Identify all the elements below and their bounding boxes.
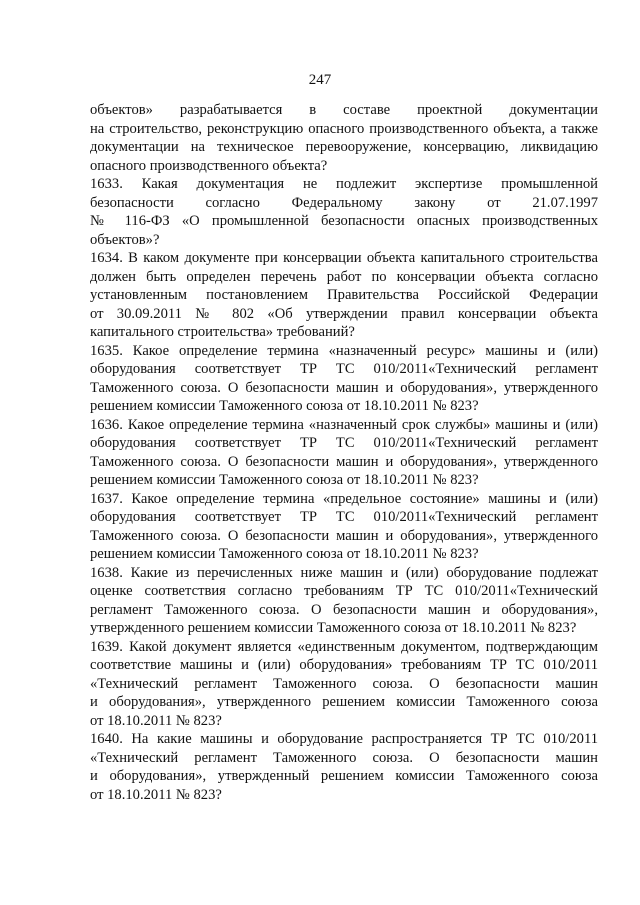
text-line: 1636. Какое определение термина «назначенный срок службы» машины и (или) [90,416,598,433]
paragraph-q-1635 [90,342,598,416]
text-line: объектов» разрабатывается в составе проектной документации [90,102,598,118]
text-line: на строительство, реконструкцию опасного производственного объекта, а также [90,120,598,137]
text-line: оборудования соответствует ТР ТС 010/2011«Технический регламент [90,435,598,451]
paragraph-q-1634 [90,249,598,342]
text-line: Таможенного союза. О безопасности машин и оборудования», утвержденного [90,527,598,544]
text-line: оборудования соответствует ТР ТС 010/2011«Технический регламент [90,509,598,525]
text-line: Таможенного союза. О безопасности машин и оборудования», утвержденного [90,453,598,470]
text-line: оборудования соответствует ТР ТС 010/2011«Технический регламент [90,361,598,377]
text-line: документации на техническое перевооружение, консервацию, ликвидацию [90,139,598,155]
paragraph-p-cont [90,101,598,175]
text-line: и оборудования», утвержденного решением комиссии Таможенного союза [90,694,598,710]
text-line: решением комиссии Таможенного союза от 18.10.2011 № 823? [90,546,479,562]
text-line: 1639. Какой документ является «единственным документом, подтверждающим [90,638,598,655]
text-line: от 18.10.2011 № 823? [90,712,222,729]
text-line: 1635. Какое определение термина «назначенный ресурс» машины и (или) [90,342,598,359]
text-line: опасного производственного объекта? [90,157,328,174]
text-line: решением комиссии Таможенного союза от 18.10.2011 № 823? [90,472,479,488]
text-line: и оборудования», утвержденный решением комиссии Таможенного союза [90,768,598,784]
paragraph-q-1638 [90,564,598,638]
text-line: 1633. Какая документация не подлежит экспертизе промышленной [90,176,598,192]
text-line: «Технический регламент Таможенного союза. О безопасности машин [90,675,598,692]
text-line: № 116-ФЗ «О промышленной безопасности опасных производственных [90,213,598,229]
paragraph-q-1637 [90,490,598,564]
text-line: 1637. Какое определение термина «предельное состояние» машины и (или) [90,490,598,507]
text-line: 1638. Какие из перечисленных ниже машин и (или) оборудование подлежат [90,564,598,581]
text-line: объектов»? [90,231,160,248]
text-line: соответствие машины и (или) оборудования» требованиям ТР ТС 010/2011 [90,657,598,673]
text-line: «Технический регламент Таможенного союза. О безопасности машин [90,749,598,766]
paragraph-q-1640 [90,730,598,804]
paragraph-q-1633 [90,175,598,249]
text-line: регламент Таможенного союза. О безопасности машин и оборудования», [90,601,598,618]
text-line: утвержденного решением комиссии Таможенного союза от 18.10.2011 № 823? [90,620,577,636]
text-line: 1634. В каком документе при консервации объекта капитального строительства [90,250,598,266]
text-line: капитального строительства» требований? [90,324,355,340]
text-line: 1640. На какие машины и оборудование распространяется ТР ТС 010/2011 [90,731,598,747]
text-line: от 18.10.2011 № 823? [90,786,222,803]
paragraph-q-1636 [90,416,598,490]
text-line: от 30.09.2011 № 802 «Об утверждении правил консервации объекта [90,305,598,322]
text-line: безопасности согласно Федеральному закону от 21.07.1997 [90,194,598,211]
page-number: 247 [308,72,332,88]
text-line: Таможенного союза. О безопасности машин и оборудования», утвержденного [90,379,598,396]
text-line: оценке соответствия согласно требованиям ТР ТС 010/2011«Технический [90,583,598,599]
paragraph-q-1639 [90,638,598,731]
text-line: решением комиссии Таможенного союза от 18.10.2011 № 823? [90,398,479,414]
document-body [90,101,598,804]
text-line: установленным постановлением Правительства Российской Федерации [90,287,598,303]
text-line: должен быть определен перечень работ по консервации объекта согласно [90,268,598,285]
